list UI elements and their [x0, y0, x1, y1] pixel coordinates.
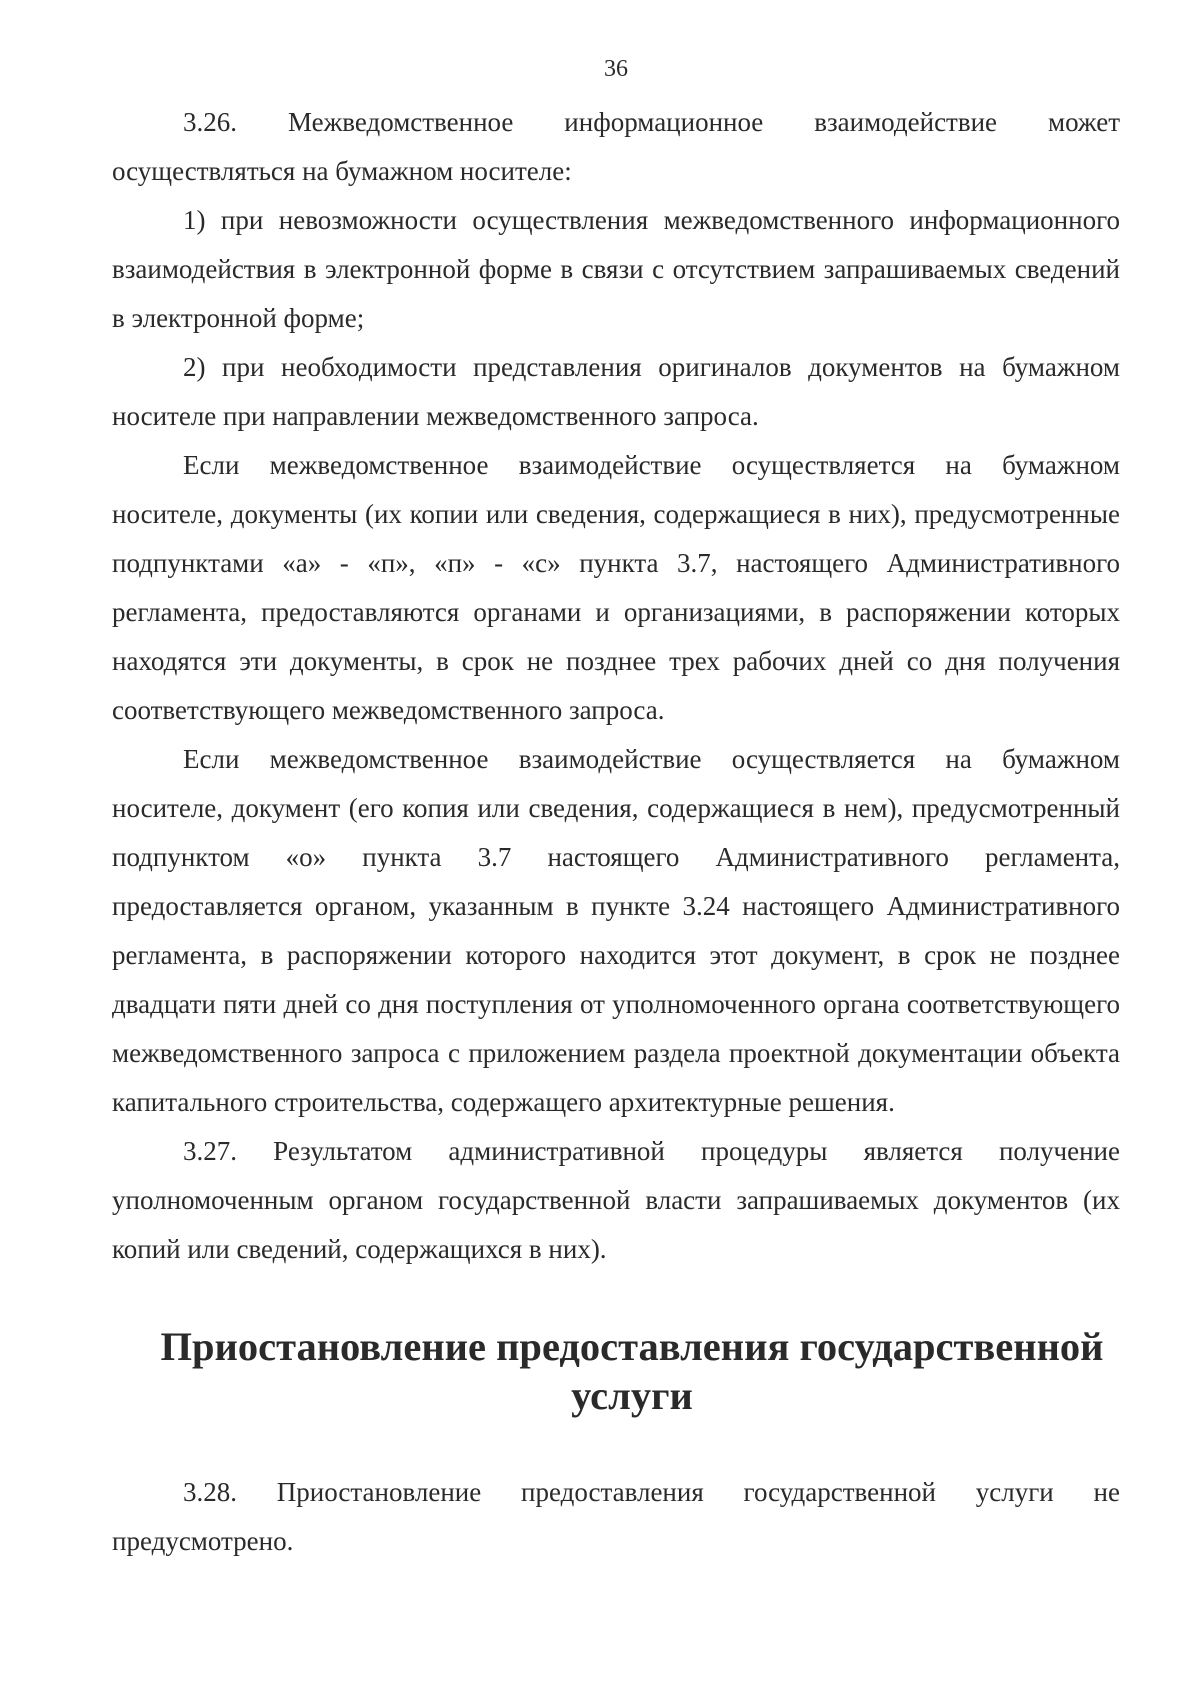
paragraph-paper-documents: Если межведомственное взаимодействие осуществляется на бумажном носителе, документы (их копии или сведения, содержащиеся в них), предусмотренные подпунктами «а» - «п», «п» - «с» пункта 3.7, настоящего Административного регламента, предоставляются органами и организациями, в распоряжении которых находятся эти документы, в срок не позднее трех рабочих дней со дня получения соответствующего межведомственного запроса. [112, 450, 1120, 725]
paragraph-3-26: 3.26. Межведомственное информационное взаимодействие может осуществляться на бумажном носителе: [112, 107, 1120, 186]
paragraph-3-27: 3.27. Результатом административной процедуры является получение уполномоченным органом государственной власти запрашиваемых документов (их копий или сведений, содержащихся в них). [112, 1136, 1120, 1264]
document-body [112, 98, 1120, 1566]
paragraph-3-28: 3.28. Приостановление предоставления государственной услуги не предусмотрено. [112, 1477, 1120, 1556]
section-spacer [112, 1274, 1120, 1322]
section-spacer [112, 1420, 1120, 1468]
paragraph-item-2: 2) при необходимости представления оригиналов документов на бумажном носителе при направлении межведомственного запроса. [112, 352, 1120, 431]
page-number: 36 [604, 56, 628, 82]
section-heading: Приостановление предоставления государственной услуги [160, 1324, 1104, 1418]
paragraph-paper-document: Если межведомственное взаимодействие осуществляется на бумажном носителе, документ (его копия или сведения, содержащиеся в нем), предусмотренный подпунктом «о» пункта 3.7 настоящего Административного регламента, предоставляется органом, указанным в пункте 3.24 настоящего Административного регламента, в распоряжении которого находится этот документ, в срок не позднее двадцати пяти дней со дня поступления от уполномоченного органа соответствующего межведомственного запроса с приложением раздела проектной документации объекта капитального строительства, содержащего архитектурные решения. [112, 744, 1120, 1117]
paragraph-item-1: 1) при невозможности осуществления межведомственного информационного взаимодействия в электронной форме в связи с отсутствием запрашиваемых сведений в электронной форме; [112, 205, 1120, 333]
